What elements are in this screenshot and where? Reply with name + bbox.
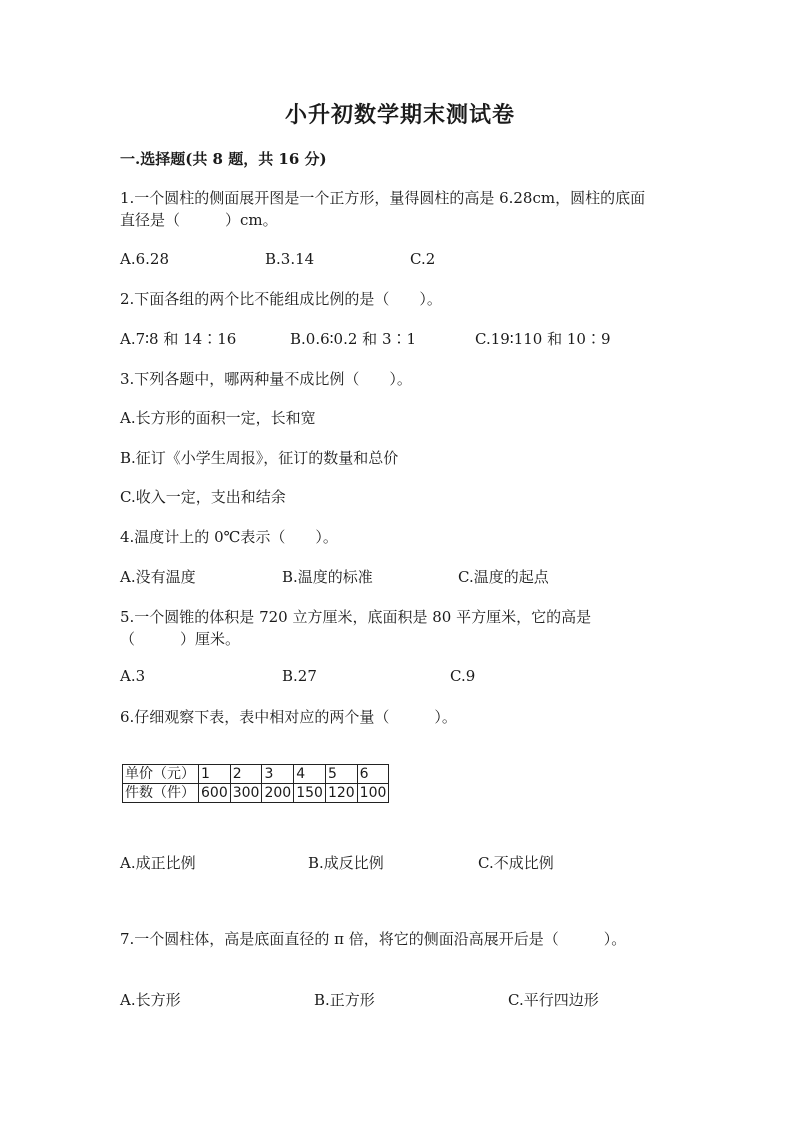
option-c: C.9 — [450, 667, 476, 685]
question-text-continued: （ ）厘米。 — [120, 630, 241, 648]
table-cell: 6 — [357, 765, 389, 784]
option-c: C.19∶110 和 10∶9 — [475, 330, 611, 348]
question-text: 6.仔细观察下表，表中相对应的两个量（ ）。 — [120, 708, 457, 726]
table-cell: 300 — [230, 784, 262, 803]
question-text: 4.温度计上的 0℃表示（ ）。 — [120, 528, 338, 546]
table-cell: 3 — [262, 765, 294, 784]
question-text: 5.一个圆锥的体积是 720 立方厘米，底面积是 80 平方厘米，它的高是 — [120, 608, 592, 626]
option-c: C.平行四边形 — [508, 991, 599, 1009]
option-b: B.0.6∶0.2 和 3∶1 — [290, 330, 417, 348]
option-a: A.6.28 — [120, 250, 169, 268]
option-b: B.27 — [282, 667, 317, 685]
table-cell: 200 — [262, 784, 294, 803]
option-a: A.3 — [120, 667, 146, 685]
table-row — [123, 784, 389, 803]
option-c: C.不成比例 — [478, 854, 554, 872]
option-c: C.2 — [410, 250, 436, 268]
question-text: 7.一个圆柱体，高是底面直径的 π 倍，将它的侧面沿高展开后是（ ）。 — [120, 930, 627, 948]
table-row — [123, 765, 389, 784]
table-cell: 5 — [325, 765, 357, 784]
table-cell: 120 — [325, 784, 357, 803]
question-text: 3.下列各题中，哪两种量不成比例（ ）。 — [120, 370, 412, 388]
option-a: A.7∶8 和 14∶16 — [120, 330, 237, 348]
option-b: B.正方形 — [314, 991, 375, 1009]
table-cell: 150 — [294, 784, 326, 803]
option-b: B.3.14 — [265, 250, 315, 268]
table-row-header: 件数（件） — [123, 784, 199, 803]
table-cell: 1 — [199, 765, 231, 784]
option-c: C.温度的起点 — [458, 568, 549, 586]
question-text: 1.一个圆柱的侧面展开图是一个正方形，量得圆柱的高是 6.28cm，圆柱的底面 — [120, 189, 646, 207]
option-a: A.长方形的面积一定，长和宽 — [120, 409, 316, 427]
table-row-header: 单价（元） — [123, 765, 199, 784]
option-a: A.没有温度 — [120, 568, 196, 586]
table-cell: 2 — [230, 765, 262, 784]
option-c: C.收入一定，支出和结余 — [120, 488, 286, 506]
question-text: 2.下面各组的两个比不能组成比例的是（ ）。 — [120, 290, 442, 308]
table-cell: 100 — [357, 784, 389, 803]
question-text-continued: 直径是（ ）cm。 — [120, 211, 278, 229]
data-table — [122, 764, 389, 803]
option-b: B.成反比例 — [308, 854, 384, 872]
option-b: B.征订《小学生周报》，征订的数量和总价 — [120, 449, 399, 467]
option-b: B.温度的标准 — [282, 568, 373, 586]
page-title: 小升初数学期末测试卷 — [284, 102, 515, 128]
option-a: A.长方形 — [120, 991, 181, 1009]
table-cell: 4 — [294, 765, 326, 784]
section-heading: 一.选择题(共 8 题，共 16 分) — [120, 150, 327, 168]
option-a: A.成正比例 — [120, 854, 196, 872]
table-cell: 600 — [199, 784, 231, 803]
